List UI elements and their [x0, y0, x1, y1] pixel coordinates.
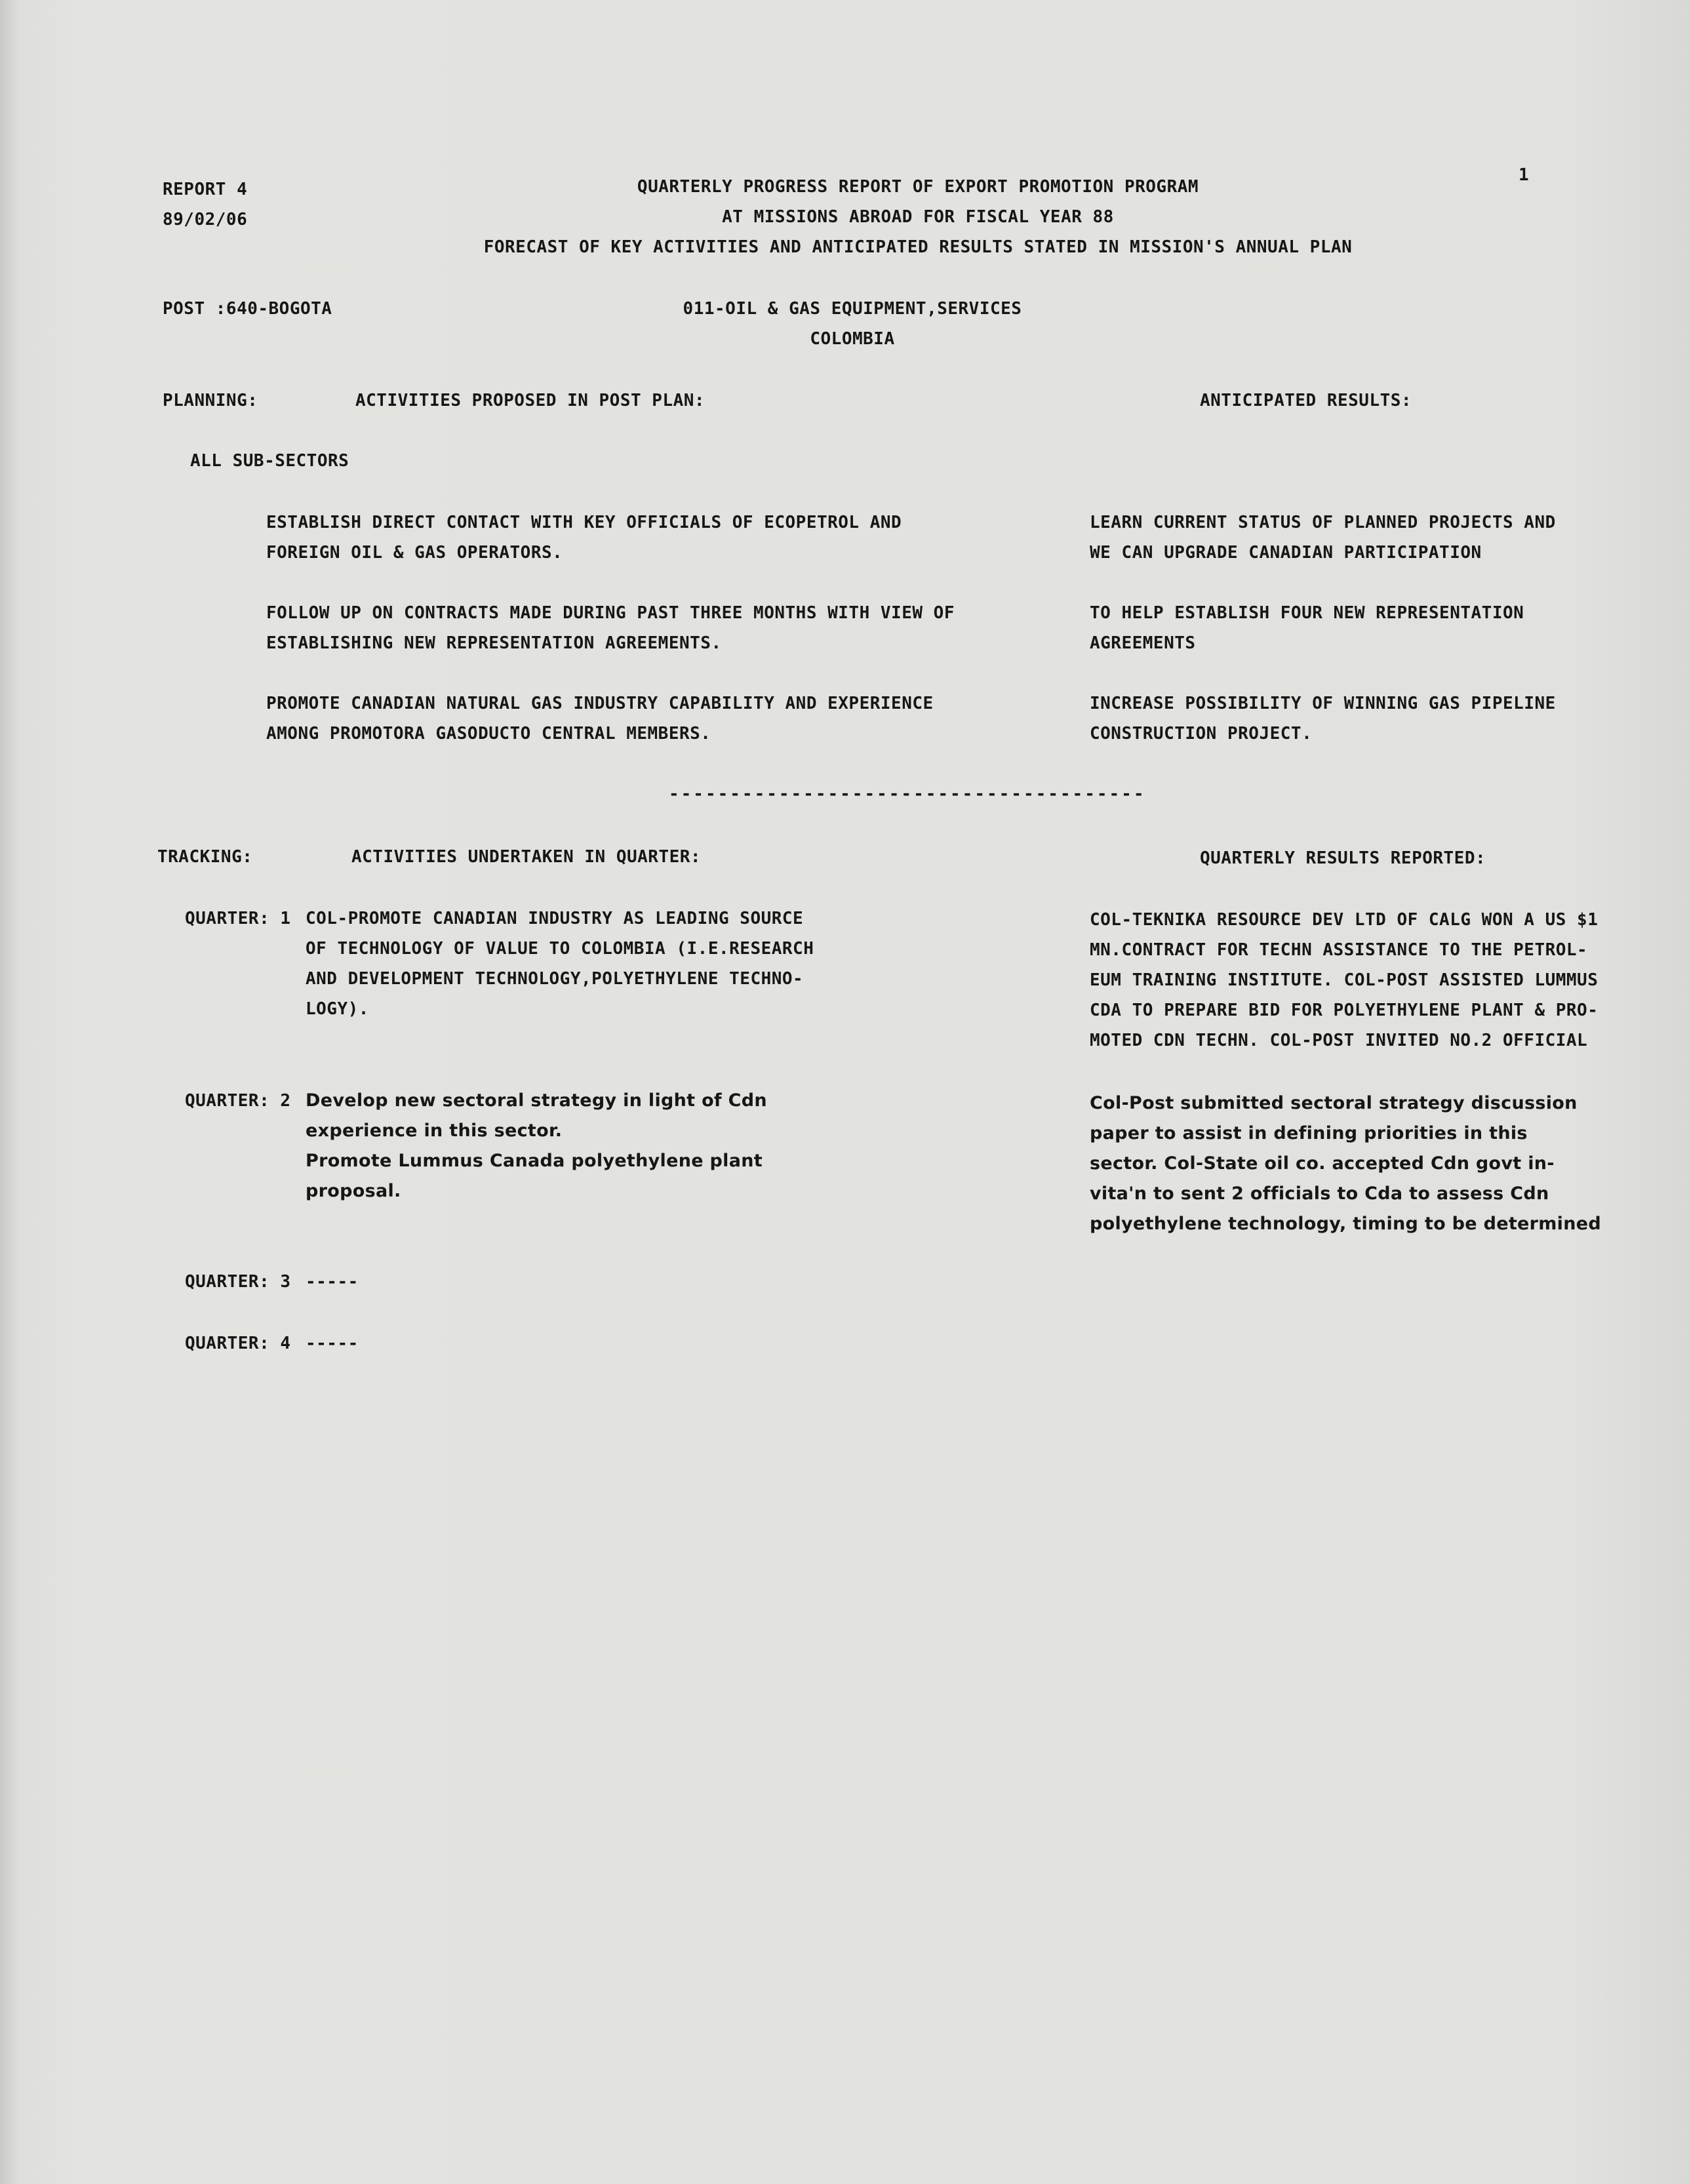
- q2-activity-line-1: Develop new sectoral strategy in light of Cdn: [306, 1090, 767, 1111]
- country-label: COLOMBIA: [810, 329, 895, 349]
- planning-activity-2-line-2: ESTABLISHING NEW REPRESENTATION AGREEMENTS.: [266, 633, 722, 653]
- planning-activity-3-line-1: PROMOTE CANADIAN NATURAL GAS INDUSTRY CAPABILITY AND EXPERIENCE: [266, 694, 934, 713]
- tracking-results-heading: QUARTERLY RESULTS REPORTED:: [1200, 848, 1486, 868]
- planning-activity-1-line-2: FOREIGN OIL & GAS OPERATORS.: [266, 543, 563, 563]
- sector-label: 011-OIL & GAS EQUIPMENT,SERVICES: [683, 299, 1022, 319]
- planning-result-3-line-1: INCREASE POSSIBILITY OF WINNING GAS PIPELINE: [1090, 694, 1556, 713]
- planning-result-2-line-2: AGREEMENTS: [1090, 633, 1196, 653]
- section-separator: ---------------------------------------: [669, 784, 1146, 804]
- q1-result-line-4: CDA TO PREPARE BID FOR POLYETHYLENE PLANT & PRO-: [1090, 1001, 1599, 1020]
- planning-result-1-line-1: LEARN CURRENT STATUS OF PLANNED PROJECTS AND: [1090, 513, 1556, 532]
- quarter-3-label: QUARTER: 3: [185, 1272, 291, 1292]
- tracking-label: TRACKING:: [157, 847, 253, 867]
- q1-activity-line-2: OF TECHNOLOGY OF VALUE TO COLOMBIA (I.E.RESEARCH: [306, 939, 814, 959]
- planning-result-1-line-2: WE CAN UPGRADE CANADIAN PARTICIPATION: [1090, 543, 1482, 563]
- q2-result-line-4: vita'n to sent 2 officials to Cda to assess Cdn: [1090, 1183, 1549, 1204]
- q1-activity-line-3: AND DEVELOPMENT TECHNOLOGY,POLYETHYLENE TECHNO-: [306, 969, 804, 989]
- q4-activity: -----: [306, 1334, 359, 1353]
- planning-result-3-line-2: CONSTRUCTION PROJECT.: [1090, 724, 1313, 744]
- q3-activity: -----: [306, 1272, 359, 1292]
- planning-activities-heading: ACTIVITIES PROPOSED IN POST PLAN:: [355, 391, 705, 410]
- q1-activity-line-1: COL-PROMOTE CANADIAN INDUSTRY AS LEADING SOURCE: [306, 909, 804, 928]
- planning-label: PLANNING:: [163, 391, 258, 410]
- q1-result-line-2: MN.CONTRACT FOR TECHN ASSISTANCE TO THE PETROL-: [1090, 940, 1588, 960]
- q2-result-line-3: sector. Col-State oil co. accepted Cdn govt in-: [1090, 1153, 1555, 1174]
- post-label: POST :640-BOGOTA: [163, 299, 332, 319]
- title-line-1: QUARTERLY PROGRESS REPORT OF EXPORT PROMOTION PROGRAM: [637, 177, 1199, 197]
- quarter-1-label: QUARTER: 1: [185, 909, 291, 928]
- report-number: REPORT 4: [163, 180, 248, 199]
- planning-result-2-line-1: TO HELP ESTABLISH FOUR NEW REPRESENTATION: [1090, 603, 1524, 623]
- title-line-2: AT MISSIONS ABROAD FOR FISCAL YEAR 88: [722, 207, 1114, 227]
- planning-activity-3-line-2: AMONG PROMOTORA GASODUCTO CENTRAL MEMBERS.: [266, 724, 711, 744]
- q2-activity-line-2: experience in this sector.: [306, 1121, 563, 1141]
- q2-result-line-1: Col-Post submitted sectoral strategy discussion: [1090, 1093, 1578, 1113]
- q1-result-line-5: MOTED CDN TECHN. COL-POST INVITED NO.2 OFFICIAL: [1090, 1031, 1588, 1050]
- title-line-3: FORECAST OF KEY ACTIVITIES AND ANTICIPATED RESULTS STATED IN MISSION'S ANNUAL PLAN: [483, 237, 1353, 257]
- planning-results-heading: ANTICIPATED RESULTS:: [1200, 391, 1412, 410]
- q1-result-line-3: EUM TRAINING INSTITUTE. COL-POST ASSISTED LUMMUS: [1090, 970, 1599, 990]
- tracking-activities-heading: ACTIVITIES UNDERTAKEN IN QUARTER:: [351, 847, 702, 867]
- planning-activity-2-line-1: FOLLOW UP ON CONTRACTS MADE DURING PAST THREE MONTHS WITH VIEW OF: [266, 603, 955, 623]
- q2-result-line-2: paper to assist in defining priorities in this: [1090, 1123, 1528, 1143]
- subsector-label: ALL SUB-SECTORS: [190, 451, 349, 471]
- quarter-2-label: QUARTER: 2: [185, 1091, 291, 1111]
- q1-result-line-1: COL-TEKNIKA RESOURCE DEV LTD OF CALG WON A US $1: [1090, 910, 1599, 930]
- quarter-4-label: QUARTER: 4: [185, 1334, 291, 1353]
- planning-activity-1-line-1: ESTABLISH DIRECT CONTACT WITH KEY OFFICIALS OF ECOPETROL AND: [266, 513, 902, 532]
- q1-activity-line-4: LOGY).: [306, 999, 369, 1019]
- q2-activity-line-3: Promote Lummus Canada polyethylene plant: [306, 1151, 763, 1171]
- q2-result-line-5: polyethylene technology, timing to be determined: [1090, 1214, 1601, 1234]
- page-number: 1: [1519, 165, 1530, 185]
- report-date: 89/02/06: [163, 210, 248, 229]
- q2-activity-line-4: proposal.: [306, 1181, 401, 1201]
